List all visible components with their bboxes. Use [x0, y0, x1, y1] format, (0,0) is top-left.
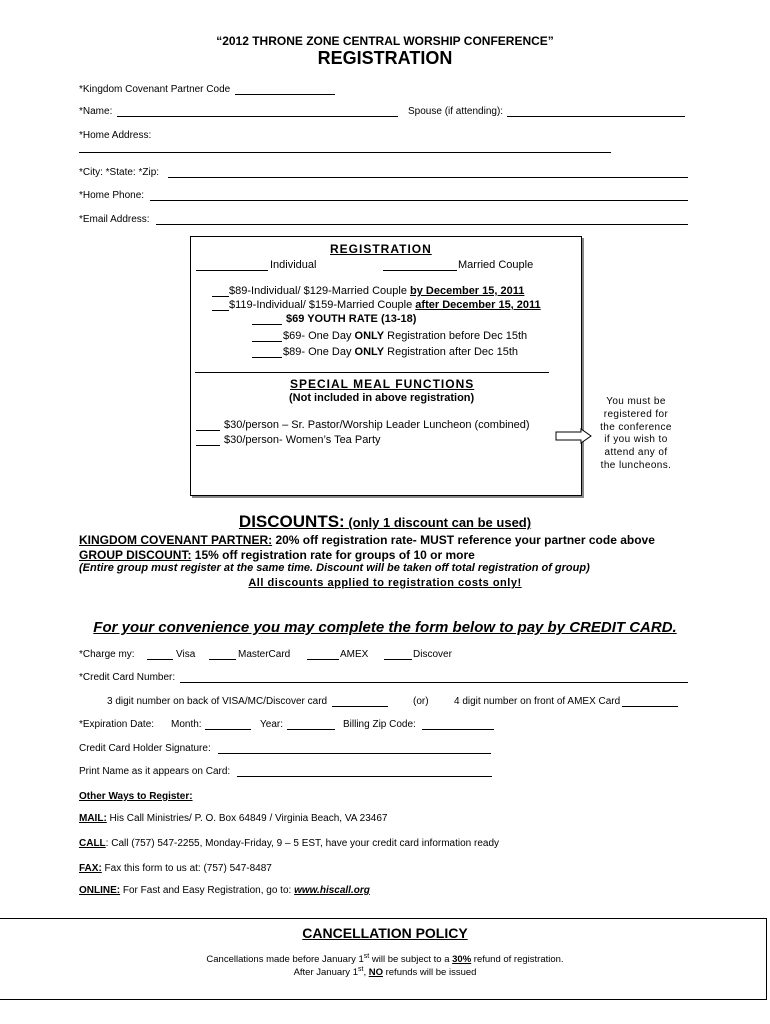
- group-discount-note: (Entire group must register at the same time. Discount will be taken off total registration of group): [79, 562, 590, 574]
- credit-card-heading: For your convenience you may complete the form below to pay by CREDIT CARD.: [93, 619, 677, 636]
- individual-check-line[interactable]: [196, 270, 268, 271]
- home-phone-label: *Home Phone:: [79, 190, 145, 201]
- luncheon-option: $30/person – Sr. Pastor/Worship Leader Luncheon (combined): [224, 419, 530, 431]
- visa-check-line[interactable]: [147, 659, 173, 660]
- spouse-label: Spouse (if attending):: [408, 106, 504, 117]
- home-address-label: *Home Address:: [79, 130, 152, 141]
- city-state-zip-field[interactable]: [168, 177, 688, 178]
- cvv-amex-label: 4 digit number on front of AMEX Card: [454, 696, 621, 707]
- other-ways-heading: Other Ways to Register:: [79, 791, 193, 802]
- card-number-label: *Credit Card Number:: [79, 672, 176, 683]
- married-couple-label: Married Couple: [458, 259, 534, 271]
- cancellation-line-2: After January 1st, NO refunds will be issued: [293, 966, 477, 979]
- rate-1-check-line[interactable]: [212, 296, 229, 297]
- meal-functions-subtitle: (Not included in above registration): [289, 392, 475, 404]
- one-day-before-option: $69- One Day ONLY Registration before Dec 15th: [283, 330, 528, 342]
- conference-title: “2012 THRONE ZONE CENTRAL WORSHIP CONFERENCE”: [216, 34, 554, 48]
- registration-box: [190, 236, 582, 496]
- youth-rate-option: $69 YOUTH RATE (13-18): [286, 313, 417, 325]
- email-label: *Email Address:: [79, 214, 150, 225]
- luncheon-check-line[interactable]: [196, 430, 220, 431]
- card-number-field[interactable]: [180, 682, 688, 683]
- amex-check-line[interactable]: [307, 659, 339, 660]
- rate-2-check-line[interactable]: [212, 310, 229, 311]
- expiration-label: *Expiration Date:: [79, 719, 155, 730]
- arrow-right-icon: [555, 428, 593, 444]
- partner-code-label: *Kingdom Covenant Partner Code: [79, 84, 231, 95]
- signature-label: Credit Card Holder Signature:: [79, 743, 211, 754]
- name-label: *Name:: [79, 106, 113, 117]
- cvv-amex-field[interactable]: [622, 706, 678, 707]
- year-field[interactable]: [287, 729, 335, 730]
- month-label: Month:: [171, 719, 202, 730]
- billing-zip-label: Billing Zip Code:: [343, 719, 416, 730]
- fax-option: FAX: Fax this form to us at: (757) 547-8487: [79, 863, 272, 874]
- website-link[interactable]: www.hiscall.org: [294, 885, 370, 896]
- charge-label: *Charge my:: [79, 649, 135, 660]
- mastercard-label: MasterCard: [238, 649, 291, 660]
- print-name-field[interactable]: [237, 776, 492, 777]
- one-day-before-check-line[interactable]: [252, 341, 282, 342]
- call-option: CALL: Call (757) 547-2255, Monday-Friday, 9 – 5 EST, have your credit card information ready: [79, 838, 500, 849]
- year-label: Year:: [260, 719, 283, 730]
- discounts-applied-note: All discounts applied to registration costs only!: [248, 577, 522, 589]
- tea-party-check-line[interactable]: [196, 445, 220, 446]
- kingdom-partner-discount: KINGDOM COVENANT PARTNER: 20% off registration rate- MUST reference your partner code above: [79, 533, 655, 547]
- luncheon-note: You must be registered for the conference if you wish to attend any of the luncheons.: [600, 396, 672, 471]
- group-discount: GROUP DISCOUNT: 15% off registration rate for groups of 10 or more: [79, 548, 475, 562]
- spouse-field[interactable]: [507, 116, 685, 117]
- city-state-zip-label: *City: *State: *Zip:: [79, 167, 160, 178]
- mail-option: MAIL: His Call Ministries/ P. O. Box 64849 / Virginia Beach, VA 23467: [79, 813, 388, 824]
- one-day-after-check-line[interactable]: [252, 357, 282, 358]
- discover-check-line[interactable]: [384, 659, 412, 660]
- mastercard-check-line[interactable]: [209, 659, 236, 660]
- amex-label: AMEX: [340, 649, 369, 660]
- or-label: (or): [413, 696, 429, 707]
- registration-heading: REGISTRATION: [317, 48, 453, 68]
- meal-functions-title: SPECIAL MEAL FUNCTIONS: [290, 377, 475, 391]
- cancellation-heading: CANCELLATION POLICY: [302, 925, 468, 941]
- box-divider: [195, 372, 549, 373]
- individual-label: Individual: [270, 259, 317, 271]
- tea-party-option: $30/person- Women’s Tea Party: [224, 434, 381, 446]
- month-field[interactable]: [205, 729, 251, 730]
- discover-label: Discover: [413, 649, 452, 660]
- youth-rate-check-line[interactable]: [252, 324, 282, 325]
- online-option: ONLINE: For Fast and Easy Registration, go to: www.hiscall.org: [79, 885, 370, 896]
- cvv-visa-label: 3 digit number on back of VISA/MC/Discover card: [107, 696, 328, 707]
- name-field[interactable]: [117, 116, 398, 117]
- print-name-label: Print Name as it appears on Card:: [79, 766, 231, 777]
- cancellation-line-1: Cancellations made before January 1st will be subject to a 30% refund of registration.: [206, 953, 564, 966]
- rate-1-option: $89-Individual/ $129-Married Couple by December 15, 2011: [229, 285, 525, 297]
- discounts-heading: DISCOUNTS: (only 1 discount can be used): [238, 512, 532, 531]
- registration-box-title: REGISTRATION: [330, 242, 432, 256]
- signature-field[interactable]: [218, 753, 491, 754]
- visa-label: Visa: [176, 649, 196, 660]
- married-couple-check-line[interactable]: [383, 270, 457, 271]
- cvv-visa-field[interactable]: [332, 706, 388, 707]
- partner-code-field[interactable]: [235, 94, 335, 95]
- home-address-field[interactable]: [79, 152, 611, 153]
- email-field[interactable]: [156, 224, 688, 225]
- home-phone-field[interactable]: [150, 200, 688, 201]
- one-day-after-option: $89- One Day ONLY Registration after Dec 15th: [283, 346, 518, 358]
- billing-zip-field[interactable]: [422, 729, 494, 730]
- rate-2-option: $119-Individual/ $159-Married Couple after December 15, 2011: [229, 299, 541, 311]
